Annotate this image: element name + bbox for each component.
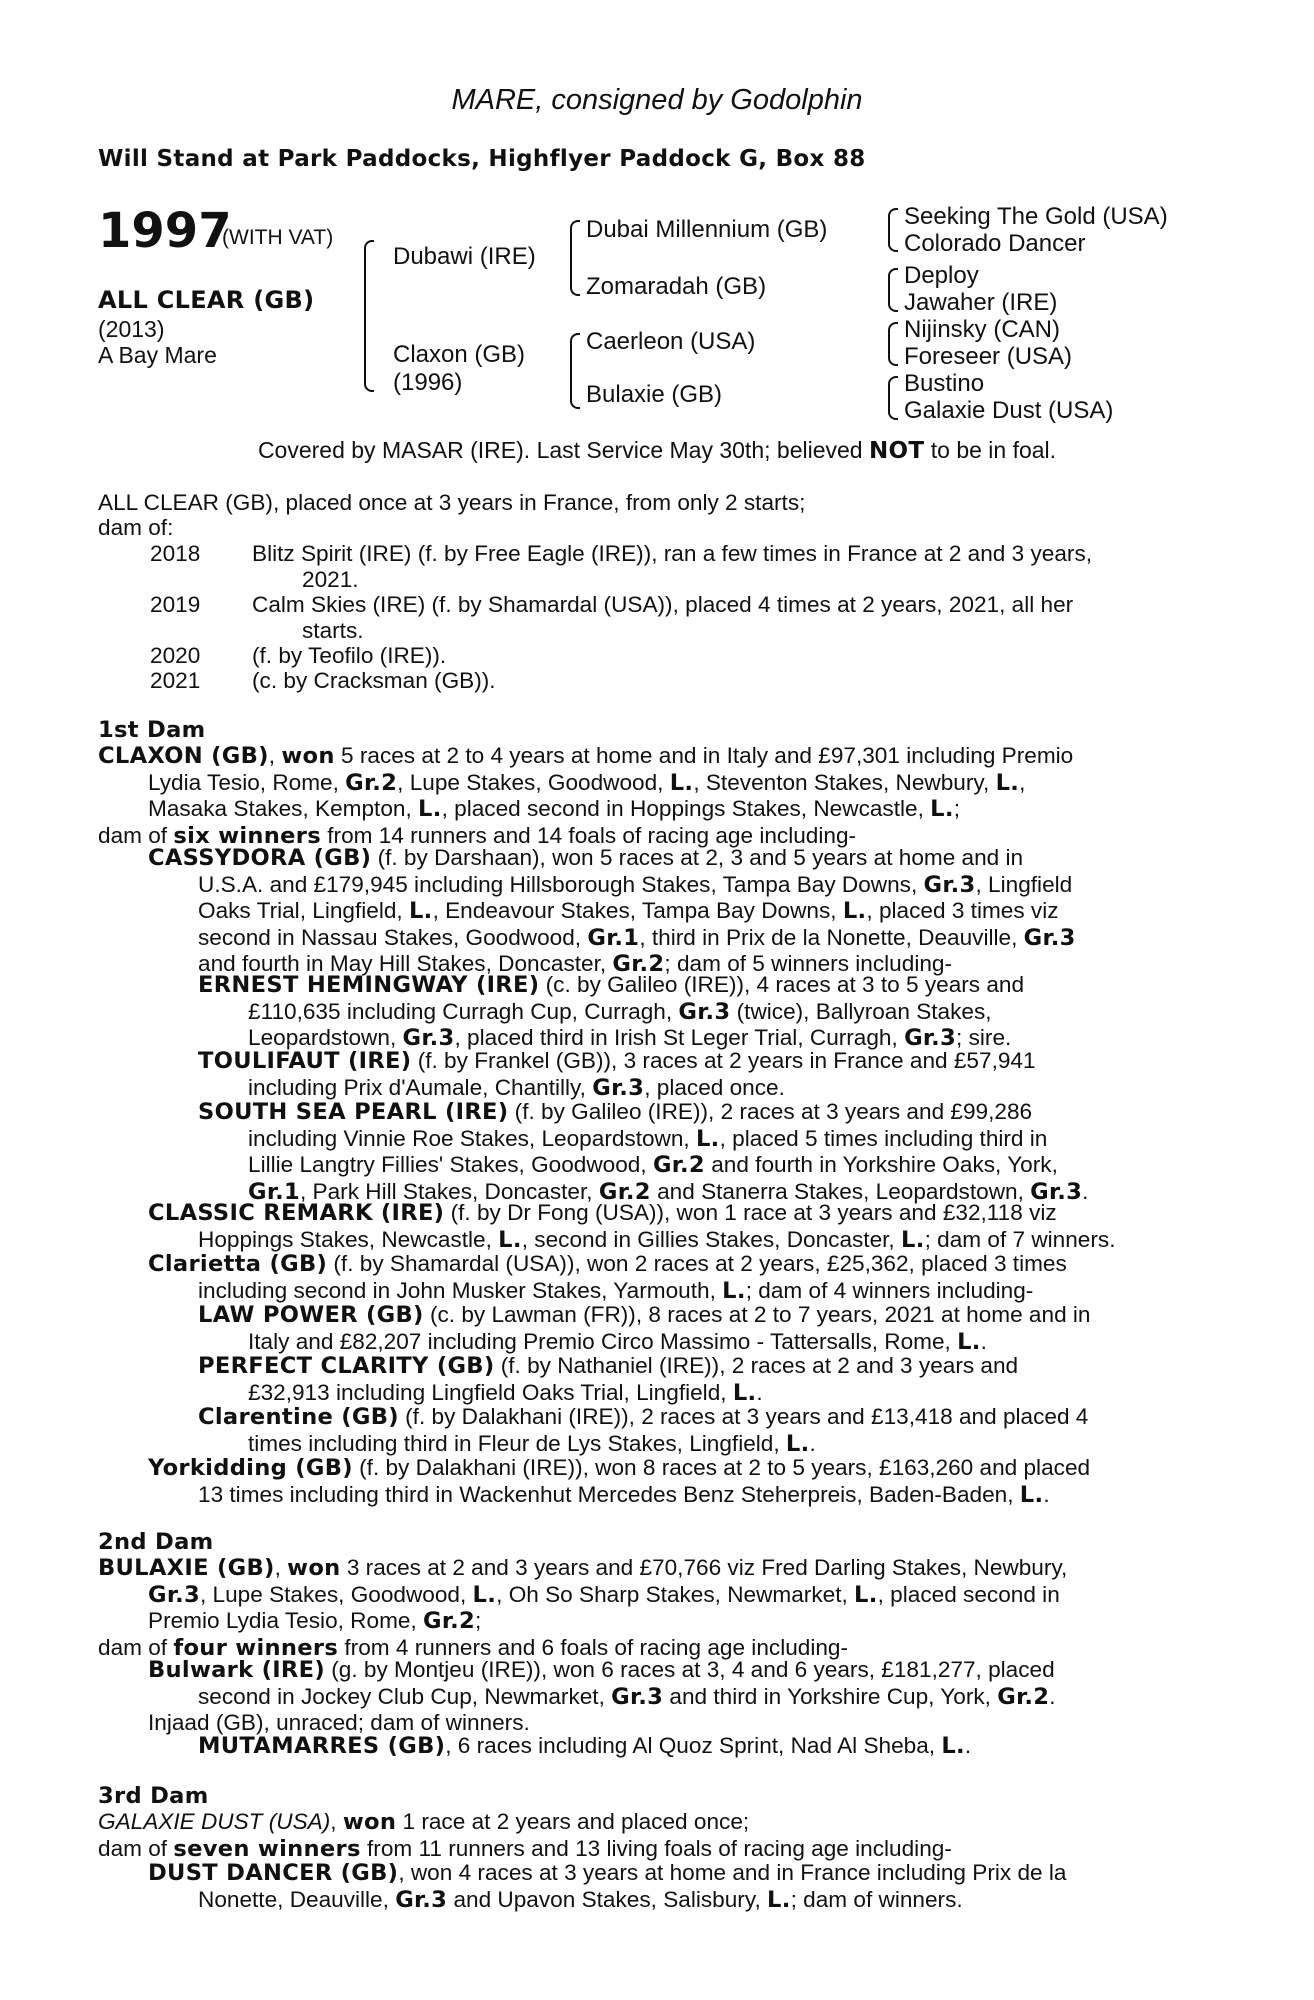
pedigree-ssd: Colorado Dancer — [904, 230, 1086, 257]
produce-damof: dam of: — [98, 515, 174, 540]
dust-dancer-record: DUST DANCER (GB), won 4 races at 3 years at home and in France including Prix de la Nonette, Deauville, Gr.3 and Upavon Stakes, Salisbury, L.; dam of winners. — [148, 1860, 1067, 1913]
pedigree-brace — [364, 240, 374, 392]
pedigree-ddd: Galaxie Dust (USA) — [904, 397, 1114, 424]
classic-remark-record: CLASSIC REMARK (IRE) (f. by Dr Fong (USA)), won 1 race at 3 years and £32,118 viz Hoppings Stakes, Newcastle, L., second in Gillies Stakes, Doncaster, L.; dam of 7 winners. — [148, 1200, 1116, 1253]
second-dam-record: BULAXIE (GB), won 3 races at 2 and 3 years and £70,766 viz Fred Darling Stakes, Newbury, Gr.3, Lupe Stakes, Goodwood, L., Oh So Sharp Stakes, Newmarket, L., placed second in Premio Lydia Tesio, Rome, Gr.2; dam of four winners from 4 runners and 6 foals of racing age including- — [98, 1555, 1068, 1661]
second-dam-heading: 2nd Dam — [98, 1529, 214, 1555]
bulwark-record: Bulwark (IRE) (g. by Montjeu (IRE)), won 6 races at 3, 4 and 6 years, £181,277, placed second in Jockey Club Cup, Newmarket, Gr.3 and third in Yorkshire Cup, York, Gr.2. Injaad (GB), unraced; dam of winners. — [148, 1657, 1202, 1736]
pedigree-sss: Seeking The Gold (USA) — [904, 203, 1168, 230]
pedigree-brace — [570, 220, 580, 296]
pedigree-sds: Deploy — [904, 262, 979, 289]
ernest-hemingway-record: ERNEST HEMINGWAY (IRE) (c. by Galileo (IRE)), 4 races at 3 to 5 years and £110,635 including Curragh Cup, Curragh, Gr.3 (twice), Ballyroan Stakes, Leopardstown, Gr.3, placed third in Irish St Leger Trial, Curragh, Gr.3; sire. — [198, 972, 1025, 1051]
injaad-record: Injaad (GB), unraced; dam of winners. — [148, 1710, 530, 1735]
first-dam-heading: 1st Dam — [98, 717, 206, 743]
yorkidding-record: Yorkidding (GB) (f. by Dalakhani (IRE)), won 8 races at 2 to 5 years, £163,260 and placed 13 times including third in Wackenhut Mercedes Benz Steherpreis, Baden-Baden, L.. — [148, 1455, 1091, 1508]
horse-name: ALL CLEAR (GB) — [98, 286, 315, 314]
clarietta-record: Clarietta (GB) (f. by Shamardal (USA)), won 2 races at 2 years, £25,362, placed 3 times including second in John Musker Stakes, Yarmouth, L.; dam of 4 winners including- — [148, 1251, 1067, 1304]
pedigree-dam-dam: Bulaxie (GB) — [586, 381, 723, 408]
law-power-record: LAW POWER (GB) (c. by Lawman (FR)), 8 races at 2 to 7 years, 2021 at home and in Italy and £82,207 including Premio Circo Massimo - Tattersalls, Rome, L.. — [198, 1302, 1091, 1355]
pedigree-brace — [888, 208, 898, 252]
clarentine-record: Clarentine (GB) (f. by Dalakhani (IRE)), 2 races at 3 years and £13,418 and placed 4 times including third in Fleur de Lys Stakes, Lingfield, L.. — [198, 1404, 1089, 1457]
covered-note: Covered by MASAR (IRE). Last Service May 30th; believed NOT to be in foal. — [257, 437, 1057, 464]
mutamarres-record: MUTAMARRES (GB), 6 races including Al Quoz Sprint, Nad Al Sheba, L.. — [198, 1733, 972, 1759]
toulifaut-record: TOULIFAUT (IRE) (f. by Frankel (GB)), 3 races at 2 years in France and £57,941 including Prix d'Aumale, Chantilly, Gr.3, placed once. — [198, 1048, 1036, 1101]
pedigree-brace — [888, 376, 898, 420]
pedigree-sire-dam: Zomaradah (GB) — [586, 273, 767, 300]
pedigree-brace — [888, 322, 898, 366]
vat-note: (WITH VAT) — [222, 226, 334, 249]
pedigree-sire: Dubawi (IRE) — [393, 243, 536, 270]
pedigree-dam: Claxon (GB) — [393, 341, 526, 368]
third-dam-heading: 3rd Dam — [98, 1783, 209, 1809]
south-sea-pearl-record: SOUTH SEA PEARL (IRE) (f. by Galileo (IRE)), 2 races at 3 years and £99,286 including Vinnie Roe Stakes, Leopardstown, L., placed 5 times including third in Lillie Langtry Fillies' Stakes, Goodwood, Gr.2 and fourth in Yorkshire Oaks, York, Gr.1, Park Hill Stakes, Doncaster, Gr.2 and Stanerra Stakes, Leopardstown, Gr.3. — [198, 1099, 1089, 1205]
third-dam-record: GALAXIE DUST (USA), won 1 race at 2 years and placed once; dam of seven winners from 11 runners and 13 living foals of racing age including- — [98, 1809, 952, 1862]
cassydora-record: CASSYDORA (GB) (f. by Darshaan), won 5 races at 2, 3 and 5 years at home and in U.S.A. and £179,945 including Hillsborough Stakes, Tampa Bay Downs, Gr.3, Lingfield Oaks Trial, Lingfield, L., Endeavour Stakes, Tampa Bay Downs, L., placed 3 times viz second in Nassau Stakes, Goodwood, Gr.1, third in Prix de la Nonette, Deauville, Gr.3 and fourth in May Hill Stakes, Doncaster, Gr.2; dam of 5 winners including- — [148, 845, 1076, 977]
consignor-title: MARE, consigned by Godolphin — [451, 84, 863, 116]
pedigree-brace — [888, 268, 898, 312]
horse-foaled: (2013) — [98, 316, 165, 342]
produce-intro: ALL CLEAR (GB), placed once at 3 years in France, from only 2 starts; — [98, 490, 806, 515]
pedigree-sire-sire: Dubai Millennium (GB) — [586, 216, 828, 243]
pedigree-dds: Bustino — [904, 370, 985, 397]
pedigree-dsd: Foreseer (USA) — [904, 343, 1073, 370]
pedigree-sdd: Jawaher (IRE) — [904, 289, 1058, 316]
horse-description: A Bay Mare — [98, 342, 217, 368]
lot-number: 1997 — [98, 203, 232, 259]
first-dam-record: CLAXON (GB), won 5 races at 2 to 4 years at home and in Italy and £97,301 including Premio Lydia Tesio, Rome, Gr.2, Lupe Stakes, Goodwood, L., Steventon Stakes, Newbury, L., Masaka Stakes, Kempton, L., placed second in Hoppings Stakes, Newcastle, L.; dam of six winners from 14 runners and 14 foals of racing age including- — [98, 743, 1074, 849]
stand-location: Will Stand at Park Paddocks, Highflyer Paddock G, Box 88 — [98, 146, 866, 172]
perfect-clarity-record: PERFECT CLARITY (GB) (f. by Nathaniel (IRE)), 2 races at 2 and 3 years and £32,913 including Lingfield Oaks Trial, Lingfield, L.. — [198, 1353, 1019, 1406]
pedigree-dss: Nijinsky (CAN) — [904, 316, 1060, 343]
pedigree-brace — [570, 333, 580, 409]
pedigree-dam-year: (1996) — [393, 369, 463, 396]
pedigree-dam-sire: Caerleon (USA) — [586, 328, 756, 355]
